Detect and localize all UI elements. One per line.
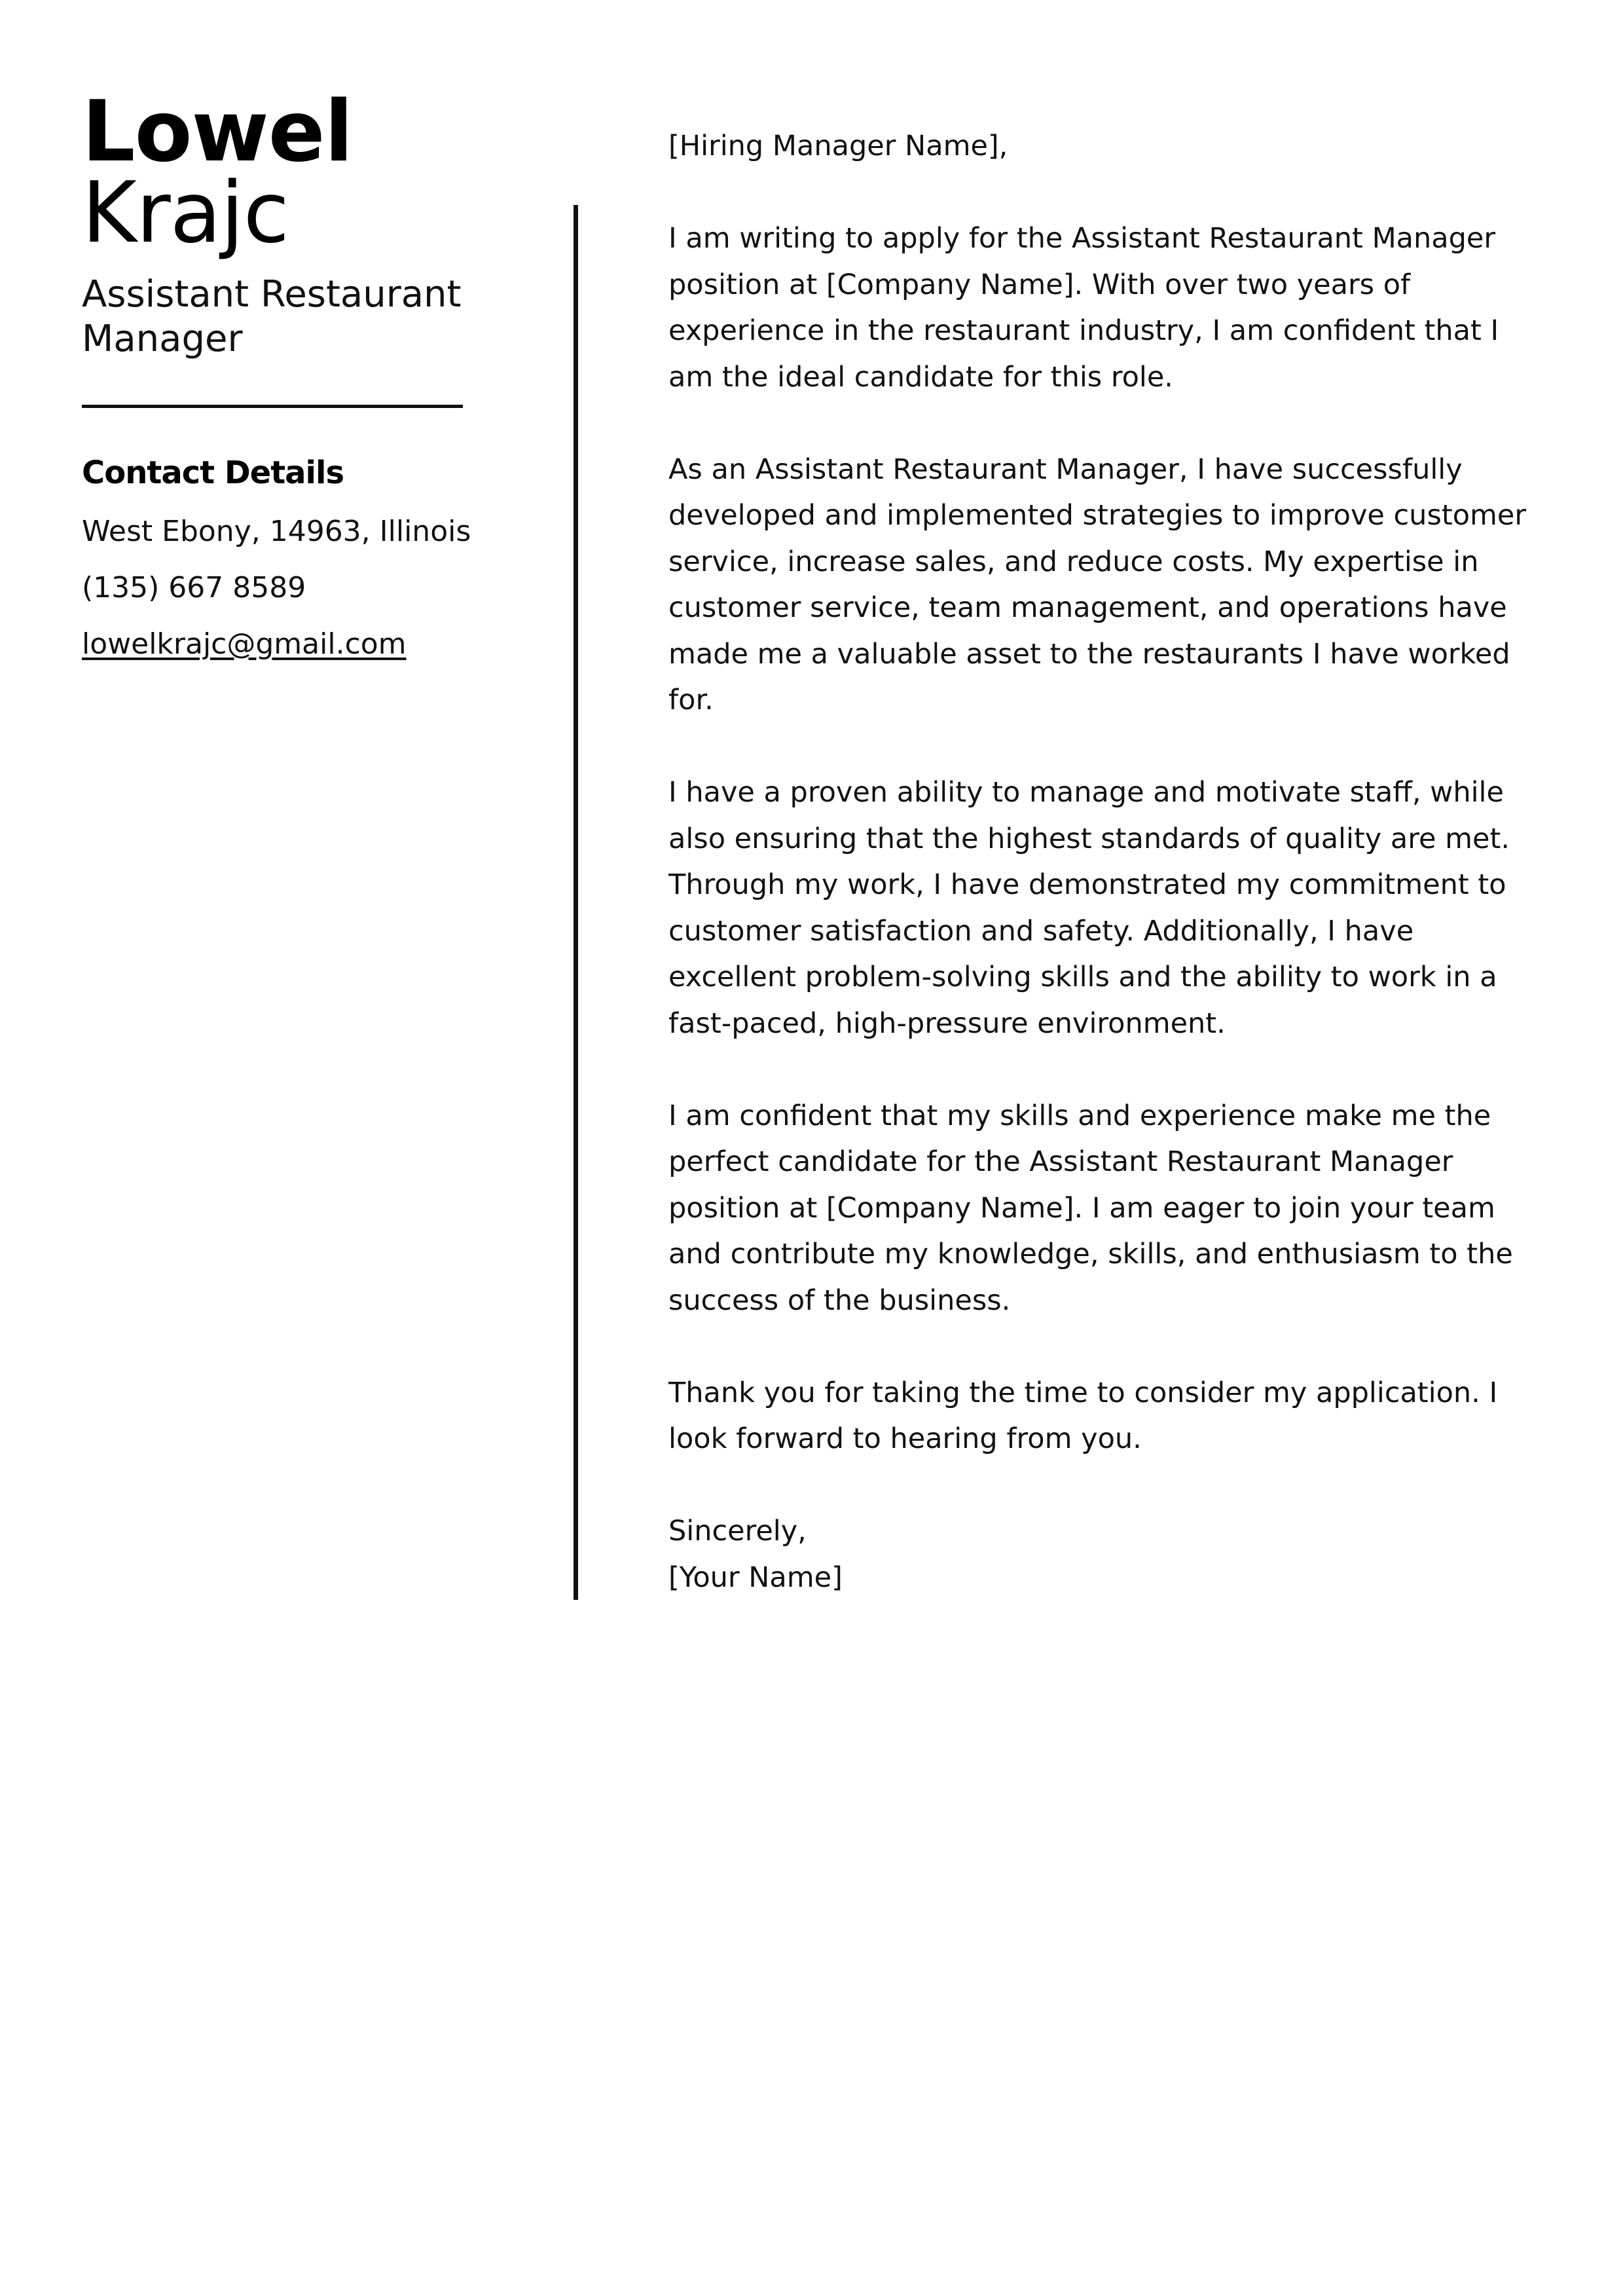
letter-paragraph: I am confident that my skills and experience make me the perfect candidate for the Assistant Restaurant Manager position at [Company Name]. I am eager to join your team and contribute my knowledge, skills, and enthusiasm to the success of the business. [668, 1099, 1513, 1317]
letter-paragraph: I have a proven ability to manage and motivate staff, while also ensuring that the highest standards of quality are met. Through my work, I have demonstrated my commitment to customer satisfaction and safety. Additionally, I have excellent problem-solving skills and the ability to work in a fast-paced, high-pressure environment. [668, 776, 1510, 1040]
contact-email-link[interactable]: lowelkrajc@gmail.com [82, 627, 407, 661]
signature: [Your Name] [668, 1561, 843, 1594]
last-name: Krajc [82, 164, 289, 262]
job-title: Assistant Restaurant Manager [82, 273, 462, 360]
sidebar [82, 83, 475, 663]
contact-phone: (135) 667 8589 [82, 571, 306, 604]
letter-paragraph: I am writing to apply for the Assistant Restaurant Manager position at [Company Name]. With over two years of experience in the restaurant industry, I am confident that I am the ideal candidate for this role. [668, 222, 1499, 394]
title-divider [82, 405, 463, 408]
vertical-divider [574, 205, 578, 1600]
candidate-name [82, 83, 475, 262]
salutation: [Hiring Manager Name], [668, 130, 1008, 162]
contact-address: West Ebony, 14963, Illinois [82, 515, 471, 548]
letter-paragraph: Thank you for taking the time to consider my application. I look forward to hearing from you. [668, 1376, 1498, 1455]
letter-body [668, 123, 1533, 1601]
first-name: Lowel [82, 83, 353, 181]
closing: Sincerely, [668, 1515, 807, 1547]
letter-paragraph: As an Assistant Restaurant Manager, I have successfully developed and implemented strategies to improve customer service, increase sales, and reduce costs. My expertise in customer service, team management, and operations have made me a valuable asset to the restaurants I have worked for. [668, 453, 1527, 716]
contact-heading: Contact Details [82, 454, 344, 491]
